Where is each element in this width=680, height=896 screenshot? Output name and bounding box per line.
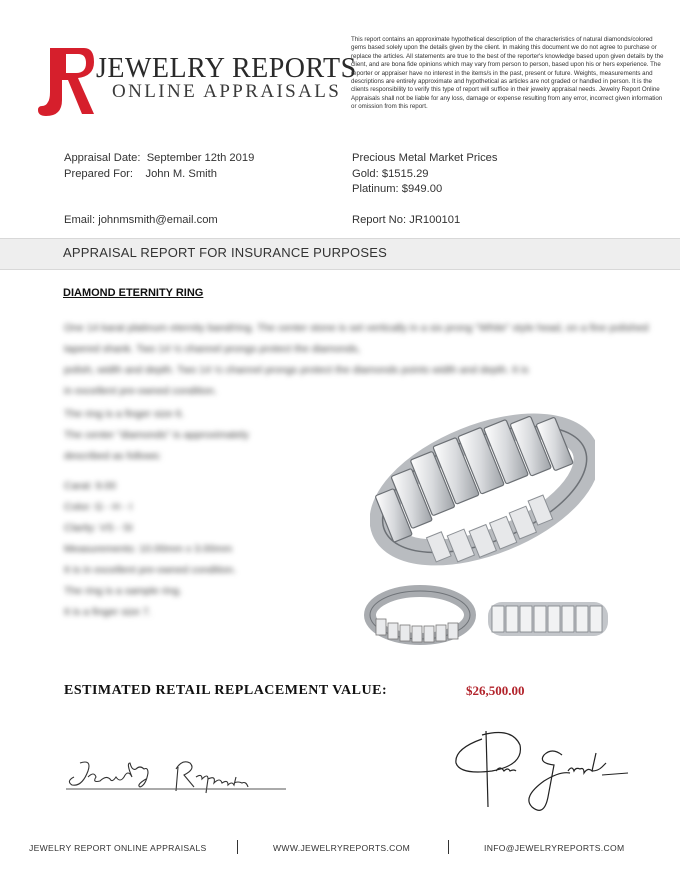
valuation-label: ESTIMATED RETAIL REPLACEMENT VALUE: bbox=[64, 683, 388, 698]
spec-line: The ring is a finger size 6. bbox=[64, 408, 185, 420]
spec-line: The ring is a sample ring. bbox=[64, 585, 182, 597]
prepared-for bbox=[64, 167, 217, 182]
spec-line: Clarity: VS - SI bbox=[64, 522, 133, 534]
spec-line: Color: G - H - I bbox=[64, 501, 133, 513]
description-line: polish, width and depth. Two 14 ½ channel prongs protect the diamonds points width and depth. It is bbox=[64, 364, 529, 376]
spec-line: It is a finger size 7. bbox=[64, 606, 152, 618]
ring-image-side-angle bbox=[364, 585, 476, 645]
brand-title: JEWELRY REPORTS bbox=[96, 53, 357, 84]
footer-company: JEWELRY REPORT ONLINE APPRAISALS bbox=[29, 843, 207, 853]
client-email bbox=[64, 213, 218, 228]
report-purpose-title: APPRAISAL REPORT FOR INSURANCE PURPOSES bbox=[63, 245, 387, 260]
appraisal-date-label: Appraisal Date: bbox=[64, 152, 141, 164]
spec-line: Measurements: 10.00mm x 3.00mm bbox=[64, 543, 233, 555]
spec-group-3-blurred bbox=[64, 560, 314, 623]
report-number bbox=[352, 213, 460, 228]
description-line: in excellent pre-owned condition. bbox=[64, 385, 217, 397]
item-title: DIAMOND ETERNITY RING bbox=[63, 287, 204, 299]
valuation-amount: $26,500.00 bbox=[466, 683, 525, 698]
description-line: One 14 karat platinum eternity band/ring. The center stone is set vertically in a six prong "White" style head, on a fine polished tapered shank. Two 14 ½ channel prongs protect the diamonds, bbox=[64, 322, 649, 355]
ring-image-front bbox=[484, 592, 612, 642]
platinum-label: Platinum: bbox=[352, 183, 399, 195]
appraisal-date bbox=[64, 151, 254, 166]
spec-group-1-blurred bbox=[64, 404, 314, 467]
item-description-blurred bbox=[64, 318, 654, 402]
disclaimer-text: This report contains an approximate hypothetical description of the characteristics of natural diamonds/colored gems based solely upon the details given by the client. In making this document we do not agree to purchase or replace the articles. All statements are true to the best of the reporter's knowledge based upon given details by the client, and are bona fide opinions which may vary from person to person, based upon his or hers experience. The reporter or appraiser have no interest in the items/s in the past, present or future. Weights, measurements and descriptions are entirely approximate and hypothetical as articles are not graded or handled in person. It is the clients responsibility to verify this type of report will suffice in their jewelry appraisal needs. Jewelry Report Online Appraisals shall not be liable for any loss, damage or expense resulting from any error, incorrect given information or omission from this report. bbox=[351, 36, 664, 111]
signature-appraiser bbox=[452, 725, 642, 820]
client-email-value: johnmsmith@email.com bbox=[98, 214, 218, 226]
signature-company bbox=[66, 755, 296, 805]
ring-image-main bbox=[370, 395, 595, 570]
footer-divider bbox=[448, 840, 449, 854]
footer-website-link[interactable]: WWW.JEWELRYREPORTS.COM bbox=[273, 843, 411, 853]
gold-price bbox=[352, 167, 429, 182]
report-number-label: Report No: bbox=[352, 214, 407, 226]
prepared-for-label: Prepared For: bbox=[64, 168, 134, 180]
market-heading: Precious Metal Market Prices bbox=[352, 152, 498, 164]
gold-label: Gold: bbox=[352, 168, 379, 180]
logo-monogram bbox=[36, 44, 96, 118]
client-email-label: Email: bbox=[64, 214, 96, 226]
footer-divider bbox=[237, 840, 238, 854]
spec-line: described as follows: bbox=[64, 450, 162, 462]
spec-line: It is in excellent pre-owned condition. bbox=[64, 564, 237, 576]
platinum-price bbox=[352, 182, 442, 197]
platinum-value: $949.00 bbox=[401, 183, 443, 195]
report-number-value: JR100101 bbox=[409, 214, 461, 226]
spec-line: The center "diamonds" is approximately bbox=[64, 429, 249, 441]
appraisal-date-value: September 12th 2019 bbox=[146, 152, 255, 164]
prepared-for-value: John M. Smith bbox=[145, 168, 217, 180]
spec-line: Carat: 9.00 bbox=[64, 480, 116, 492]
spec-group-2-blurred bbox=[64, 476, 314, 560]
footer-email-link[interactable]: INFO@JEWELRYREPORTS.COM bbox=[484, 843, 625, 853]
brand-subtitle: ONLINE APPRAISALS bbox=[112, 81, 342, 102]
gold-value: $1515.29 bbox=[381, 168, 429, 180]
